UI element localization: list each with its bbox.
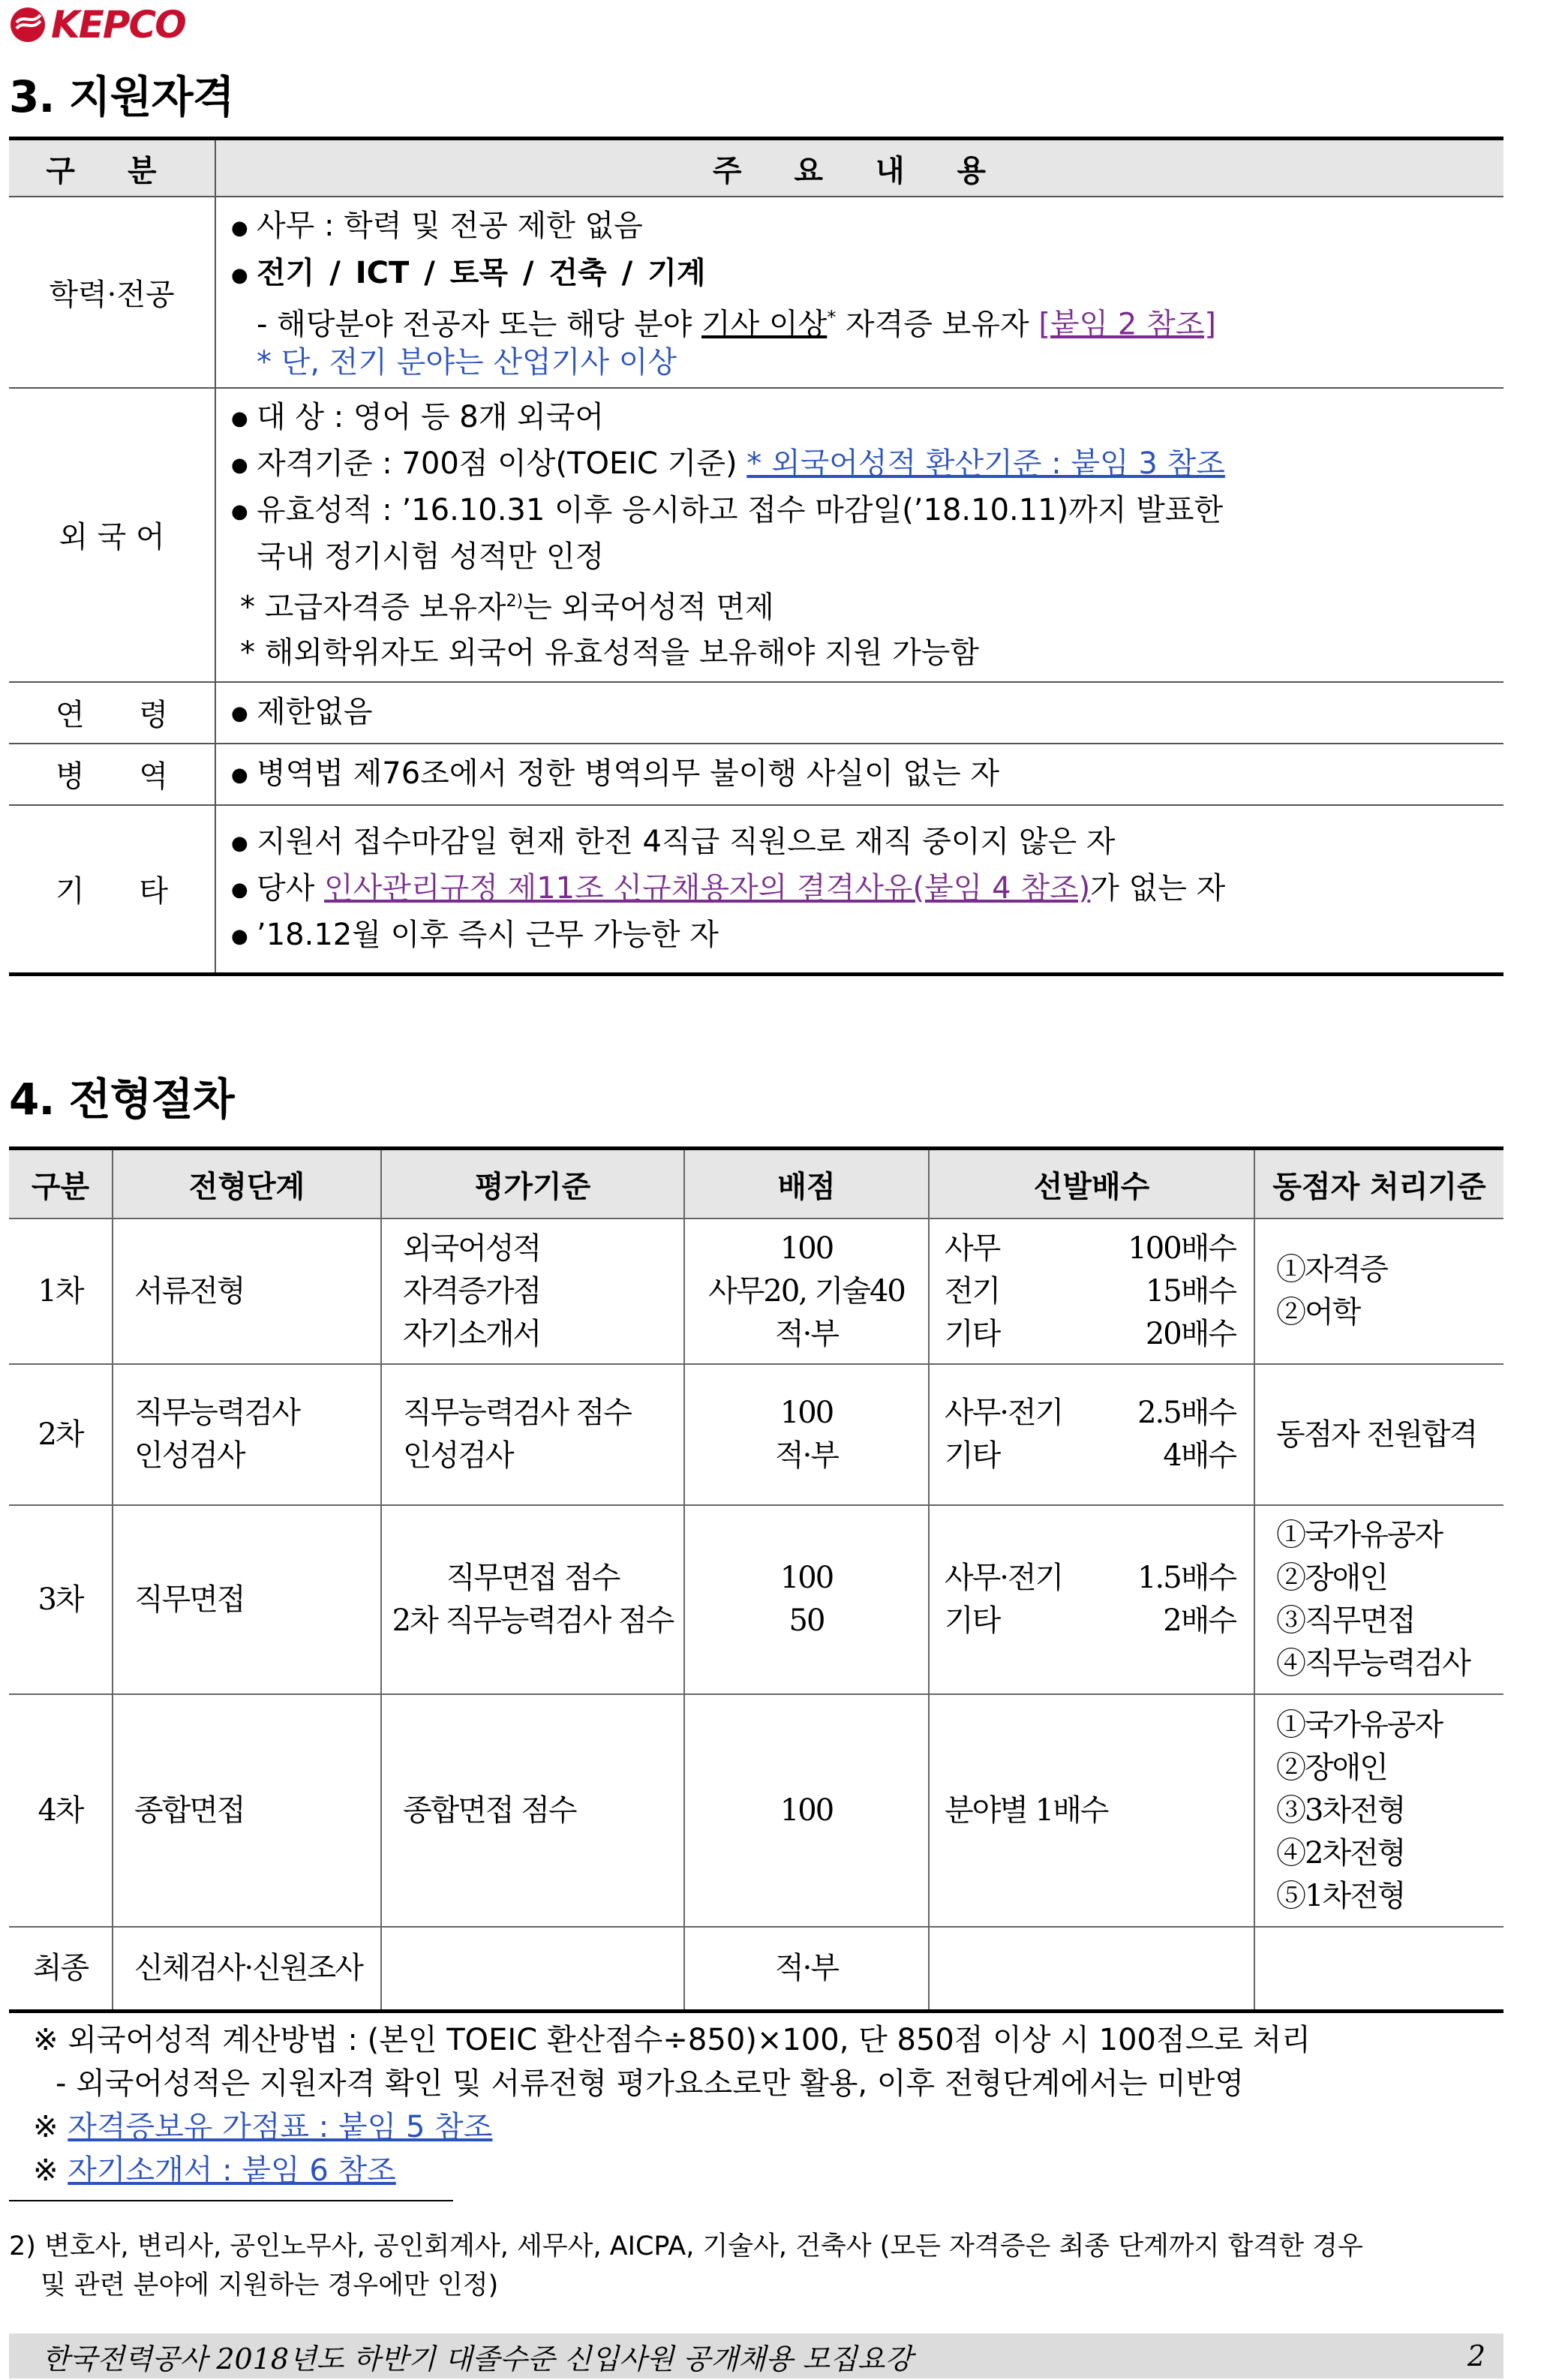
section3-title: 3. 지원자격 (9, 71, 234, 122)
bullet-icon (231, 251, 257, 298)
page-number: 2 (1467, 2339, 1485, 2372)
kepco-logo (9, 3, 185, 47)
bullet-icon (231, 488, 257, 534)
note-2: - 외국어성적은 지원자격 확인 및 서류전형 평가요소로만 활용, 이후 전형단계에서는 미반영 (56, 2066, 1244, 2101)
q-head-content: 주 요 내 용 (215, 139, 1503, 197)
row-label-lang: 외 국 어 (9, 388, 215, 681)
footnote-divider (9, 2200, 453, 2201)
note-1: ※ 외국어성적 계산방법 : (본인 TOEIC 환산점수÷850)×100, 단 850점 이상 시 100점으로 처리 (33, 2023, 1311, 2057)
bullet-icon (231, 203, 257, 251)
note-4-link[interactable]: 자기소개서 : 붙임 6 참조 (68, 2153, 396, 2188)
selection-cell: 분야별 1배수 (929, 1694, 1254, 1927)
qualification-table (9, 137, 1503, 976)
note-3-link[interactable]: 자격증보유 가점표 : 붙임 5 참조 (68, 2110, 493, 2144)
table-row (9, 1927, 1503, 2011)
score-cell: 100 적·부 (684, 1364, 929, 1505)
edu-content (215, 197, 1503, 388)
score-cell: 적·부 (684, 1927, 929, 2011)
name-cell: 직무면접 (113, 1505, 381, 1694)
note-4: ※ 자기소개서 : 붙임 6 참조 (33, 2153, 396, 2188)
stage-cell: 2차 (9, 1364, 113, 1505)
footnote: 2) 변호사, 변리사, 공인노무사, 공인회계사, 세무사, AICPA, 기술사, 건축사 (모든 자격증은 최종 단계까지 합격한 경우 및 관련 분야에 지원하는 경우에만 인정) (9, 2231, 1363, 2300)
p-head-tie: 동점자 처리기준 (1254, 1149, 1503, 1219)
stage-cell: 4차 (9, 1694, 113, 1927)
bullet-icon (231, 441, 257, 488)
bullet-icon (231, 819, 257, 866)
p-head-name: 전형단계 (113, 1149, 381, 1219)
row-label-etc: 기 타 (9, 805, 215, 975)
bullet-icon (231, 395, 257, 441)
age-content: ● 제한없음 (215, 682, 1503, 744)
row-label-age: 연 령 (9, 682, 215, 744)
lang-note-2: * 해외학위자도 외국어 유효성적을 보유해야 지원 가능함 (240, 635, 980, 670)
table-row (9, 1364, 1503, 1505)
edu-line-3: - 해당분야 전공자 또는 해당 분야 기사 이상* 자격증 보유자 [붙임 2 참조] (257, 307, 1216, 342)
row-label-mil: 병 역 (9, 744, 215, 805)
page-footer (9, 2333, 1503, 2378)
selection-cell: 사무·전기 2.5배수 기타 4배수 (929, 1364, 1254, 1505)
bullet-icon (231, 690, 257, 736)
edu-bullet-2: 전기 / ICT / 토목 / 건축 / 기계 (257, 256, 706, 290)
bullet-icon (231, 751, 257, 798)
table-row (9, 388, 1503, 681)
note-3: ※ 자격증보유 가점표 : 붙임 5 참조 (33, 2110, 493, 2144)
criteria-cell: 직무능력검사 점수 인성검사 (381, 1364, 684, 1505)
name-cell: 서류전형 (113, 1219, 381, 1364)
etc-bullet-1: 지원서 접수마감일 현재 한전 4직급 직원으로 재직 중이지 않은 자 (257, 824, 1116, 859)
tie-cell: ①국가유공자 ②장애인 ③3차전형 ④2차전형 ⑤1차전형 (1254, 1694, 1503, 1927)
name-cell: 직무능력검사 인성검사 (113, 1364, 381, 1505)
stage-cell: 최종 (9, 1927, 113, 2011)
footer-title: 한국전력공사 2018년도 하반기 대졸수준 신입사원 공개채용 모집요강 (42, 2342, 913, 2375)
lang-ref-link[interactable]: * 외국어성적 환산기준 : 붙임 3 참조 (746, 446, 1225, 482)
lang-bullet-3-cont: 국내 정기시험 성적만 인정 (257, 539, 605, 575)
table-row (9, 805, 1503, 975)
edu-ref-link[interactable]: [붙임 2 참조] (1038, 307, 1216, 342)
bullet-icon (231, 912, 257, 959)
lang-content (215, 388, 1503, 681)
name-cell: 종합면접 (113, 1694, 381, 1927)
lang-bullet-3: 유효성적 : ’16.10.31 이후 응시하고 접수 마감일(’18.10.11)까지 발표한 (257, 493, 1224, 528)
etc-content: ●지원서 접수마감일 현재 한전 4직급 직원으로 재직 중이지 않은 자 ●당사 인사관리규정 제11조 신규채용자의 결격사유(붙임 4 참조)가 없는 자 ●’18.12월 이후 즉시 근무 가능한 자 (215, 805, 1503, 975)
mil-content: ● 병역법 제76조에서 정한 병역의무 불이행 사실이 없는 자 (215, 744, 1503, 805)
criteria-cell: 직무면접 점수 2차 직무능력검사 점수 (381, 1505, 684, 1694)
table-row (9, 197, 1503, 388)
selection-cell (929, 1927, 1254, 2011)
p-head-selection: 선발배수 (929, 1149, 1254, 1219)
section4-title: 4. 전형절차 (9, 1074, 234, 1125)
table-row (9, 744, 1503, 805)
q-head-category: 구 분 (9, 139, 215, 197)
criteria-cell (381, 1927, 684, 2011)
table-row (9, 1505, 1503, 1694)
p-head-score: 배점 (684, 1149, 929, 1219)
lang-note-1: * 고급자격증 보유자$^{2)}$는 외국어성적 면제 (240, 590, 774, 625)
row-label-edu: 학력·전공 (9, 197, 215, 388)
table-row (9, 1219, 1503, 1364)
selection-cell: 사무·전기 1.5배수 기타 2배수 (929, 1505, 1254, 1694)
p-head-stage: 구분 (9, 1149, 113, 1219)
table-row (9, 1694, 1503, 1927)
brand-name: KEPCO (51, 3, 185, 47)
lang-bullet-2: 자격기준 : 700점 이상(TOEIC 기준) (257, 446, 747, 482)
table-row (9, 682, 1503, 744)
kepco-emblem-icon (9, 6, 47, 44)
score-cell: 100 50 (684, 1505, 929, 1694)
selection-cell: 사무 100배수 전기 15배수 기타 20배수 (929, 1219, 1254, 1364)
score-cell: 100 (684, 1694, 929, 1927)
criteria-cell: 외국어성적 자격증가점 자기소개서 (381, 1219, 684, 1364)
lang-bullet-1: 대 상 : 영어 등 8개 외국어 (257, 400, 604, 435)
criteria-cell: 종합면접 점수 (381, 1694, 684, 1927)
etc-bullet-3: ’18.12월 이후 즉시 근무 가능한 자 (257, 917, 719, 952)
edu-line-4: * 단, 전기 분야는 산업기사 이상 (257, 345, 677, 380)
stage-cell: 1차 (9, 1219, 113, 1364)
p-head-criteria: 평가기준 (381, 1149, 684, 1219)
bullet-icon (231, 866, 257, 912)
name-cell: 신체검사·신원조사 (113, 1927, 381, 2011)
tie-cell (1254, 1927, 1503, 2011)
etc-ref-link[interactable]: 인사관리규정 제11조 신규채용자의 결격사유(붙임 4 참조) (324, 870, 1091, 906)
stage-cell: 3차 (9, 1505, 113, 1694)
tie-cell: ①국가유공자 ②장애인 ③직무면접 ④직무능력검사 (1254, 1505, 1503, 1694)
tie-cell: ①자격증 ②어학 (1254, 1219, 1503, 1364)
edu-bullet-1: 사무 : 학력 및 전공 제한 없음 (257, 209, 643, 243)
tie-cell: 동점자 전원합격 (1254, 1364, 1503, 1505)
selection-process-table (9, 1146, 1503, 2013)
score-cell: 100 사무20, 기술40 적·부 (684, 1219, 929, 1364)
